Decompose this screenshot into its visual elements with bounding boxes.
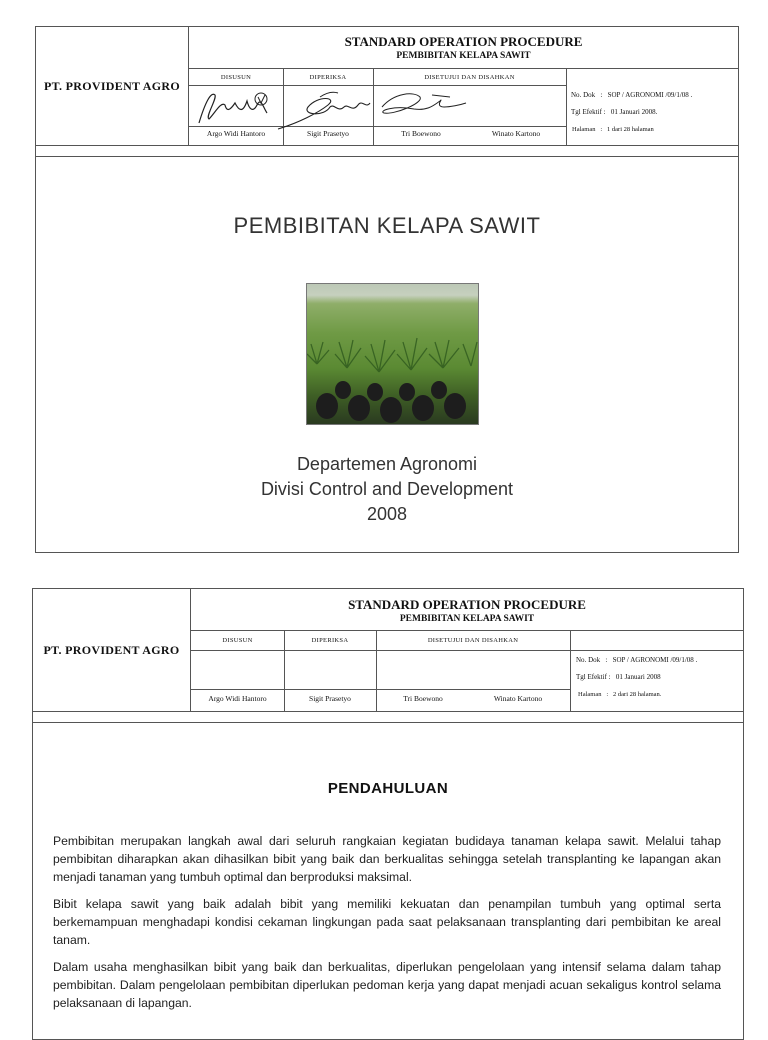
- paragraph-3: Dalam usaha menghasilkan bibit yang baik dan berkualitas, diperlukan pengelolaan yang intensif selama dalam tahap pembibitan. Dalam pengelolaan pembibitan diperlukan pedoman kerja yang dapat menjadi acuan sekaligus kontrol selama pelaksanaan di lapangan.: [53, 960, 721, 1010]
- company-name: PT. PROVIDENT AGRO: [36, 27, 189, 145]
- name-disetujui-1: Tri Boewono: [403, 694, 443, 703]
- col-diperiksa: DIPERIKSA: [309, 74, 347, 81]
- doc-number: No. Dok : SOP / AGRONOMI /09/1/08 .: [571, 91, 693, 99]
- sop-title: STANDARD OPERATION PROCEDURE: [344, 34, 583, 49]
- cover-page: [35, 26, 739, 553]
- name-disetujui-2: Winato Kartono: [491, 129, 541, 138]
- col-disetujui: DISETUJUI DAN DISAHKAN: [424, 74, 515, 81]
- name-diperiksa: Sigit Prasetyo: [309, 694, 351, 703]
- document-header: [36, 27, 738, 157]
- palm-seedlings-image: [307, 284, 478, 424]
- seedling-photo: [306, 283, 479, 425]
- signature-disetujui: [374, 85, 474, 125]
- section-title: PENDAHULUAN: [327, 780, 449, 797]
- col-disusun: DISUSUN: [222, 637, 253, 644]
- page-count: Halaman : 1 dari 28 halaman: [572, 126, 654, 133]
- name-disusun: Argo Widi Hantoro: [208, 694, 267, 703]
- paragraph-1: Pembibitan merupakan langkah awal dari seluruh rangkaian kegiatan budidaya tanaman kelapa sawit. Melalui tahap pembibitan diharapkan akan dihasilkan bibit yang baik dan berkualitas sehingga setelah transplanting ke lapangan akan menjadi tanaman yang tumbuh optimal dan berproduksi maksimal.: [53, 834, 721, 884]
- doc-number: No. Dok : SOP / AGRONOMI /09/1/08 .: [576, 656, 698, 664]
- sop-title-block: [191, 597, 743, 624]
- name-disetujui-2: Winato Kartono: [493, 694, 543, 703]
- cover-title: PEMBIBITAN KELAPA SAWIT: [233, 213, 541, 238]
- name-disusun: Argo Widi Hantoro: [206, 129, 266, 138]
- company-name: PT. PROVIDENT AGRO: [33, 589, 191, 711]
- sop-subtitle: PEMBIBITAN KELAPA SAWIT: [396, 51, 531, 61]
- signature-diperiksa: [268, 83, 378, 135]
- page-count: Halaman : 2 dari 28 halaman.: [578, 691, 662, 698]
- division-name: Divisi Control and Development: [260, 479, 514, 499]
- sop-title: STANDARD OPERATION PROCEDURE: [348, 597, 586, 612]
- effective-date: Tgl Efektif : 01 Januari 2008.: [571, 108, 658, 116]
- sop-subtitle: PEMBIBITAN KELAPA SAWIT: [399, 614, 535, 624]
- cover-year: 2008: [366, 504, 408, 524]
- department-name: Departemen Agronomi: [296, 454, 478, 474]
- name-diperiksa: Sigit Prasetyo: [307, 129, 349, 138]
- department-block: [36, 452, 738, 527]
- col-disusun: DISUSUN: [220, 74, 252, 81]
- name-disetujui-1: Tri Boewono: [401, 129, 441, 138]
- document-header: [33, 589, 743, 723]
- sop-title-block: [189, 34, 738, 61]
- col-disetujui: DISETUJUI DAN DISAHKAN: [427, 637, 519, 644]
- effective-date: Tgl Efektif : 01 Januari 2008: [576, 673, 661, 681]
- introduction-page: [32, 588, 744, 1040]
- paragraph-2: Bibit kelapa sawit yang baik adalah bibit yang memiliki kekuatan dan penampilan tumbuh yang optimal serta berkemampuan menghadapi kondisi cekaman lingkungan pada saat pelaksanaan transplanting dari pembibitan ke areal tanam.: [53, 897, 721, 947]
- col-diperiksa: DIPERIKSA: [311, 637, 349, 644]
